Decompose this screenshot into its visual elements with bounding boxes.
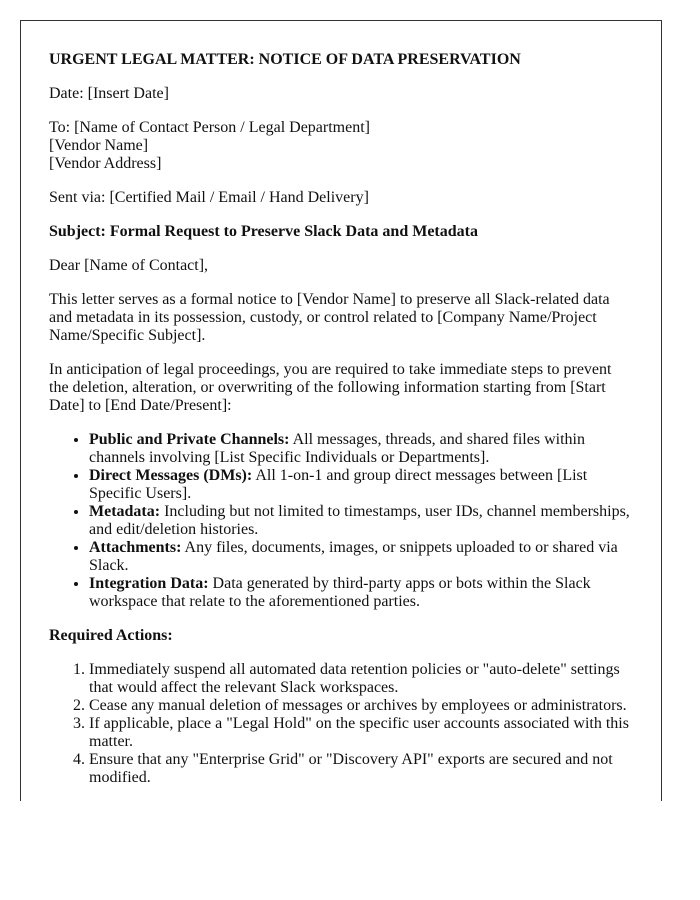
preservation-items-list [49, 431, 633, 611]
list-item [89, 539, 633, 575]
item-label: Attachments: [89, 539, 182, 556]
item-text: Any files, documents, images, or snippets uploaded to or shared via Slack. [89, 539, 618, 574]
required-actions-list [49, 661, 633, 787]
item-label: Metadata: [89, 503, 161, 520]
required-actions-heading: Required Actions: [49, 627, 173, 644]
date-line: Date: [Insert Date] [49, 85, 169, 102]
list-item [89, 431, 633, 467]
document-title: URGENT LEGAL MATTER: NOTICE OF DATA PRESERVATION [49, 51, 521, 68]
item-text: All 1-on-1 and group direct messages between [List Specific Users]. [89, 467, 588, 502]
item-text: Data generated by third-party apps or bots within the Slack workspace that relate to the aforementioned parties. [89, 575, 591, 610]
recipient-to-line: To: [Name of Contact Person / Legal Department] [49, 119, 370, 136]
item-text: All messages, threads, and shared files within channels involving [List Specific Individuals or Departments]. [89, 431, 585, 466]
recipient-vendor-address: [Vendor Address] [49, 155, 162, 172]
subject-line: Subject: Formal Request to Preserve Slack Data and Metadata [49, 223, 478, 240]
list-item [89, 467, 633, 503]
recipient-block [49, 119, 633, 173]
list-item: 3. If applicable, place a "Legal Hold" on the specific user accounts associated with this matter. [89, 715, 633, 751]
salutation: Dear [Name of Contact], [49, 257, 209, 274]
anticipation-paragraph: In anticipation of legal proceedings, you are required to take immediate steps to prevent the deletion, alteration, or overwriting of the following information starting from [Start Date] to [End Date/Present]: [49, 361, 612, 414]
list-item [89, 575, 633, 611]
item-text: Including but not limited to timestamps, user IDs, channel memberships, and edit/deletion histories. [89, 503, 630, 538]
item-label: Integration Data: [89, 575, 209, 592]
item-label: Direct Messages (DMs): [89, 467, 253, 484]
list-item: 2. Cease any manual deletion of messages or archives by employees or administrators. [89, 697, 633, 715]
sent-via-line: Sent via: [Certified Mail / Email / Hand Delivery] [49, 189, 369, 206]
list-item [89, 503, 633, 539]
intro-paragraph: This letter serves as a formal notice to [Vendor Name] to preserve all Slack-related data and metadata in its possession, custody, or control related to [Company Name/Project Name/Specific Subject]. [49, 291, 610, 344]
letter-document [20, 20, 662, 801]
list-item: 4. Ensure that any "Enterprise Grid" or "Discovery API" exports are secured and not modified. [89, 751, 633, 787]
item-label: Public and Private Channels: [89, 431, 290, 448]
list-item: 1. Immediately suspend all automated data retention policies or "auto-delete" settings that would affect the relevant Slack workspaces. [89, 661, 633, 697]
recipient-vendor-name: [Vendor Name] [49, 137, 149, 154]
